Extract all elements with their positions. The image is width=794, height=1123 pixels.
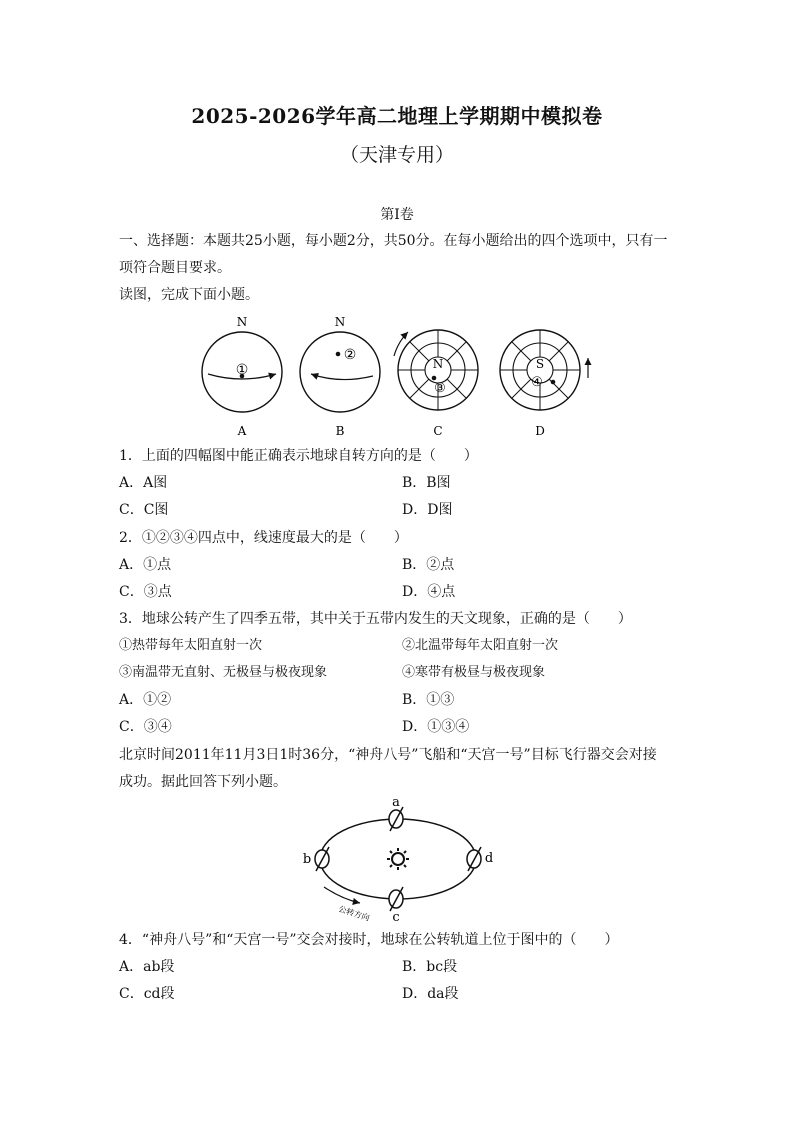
diagram-a [202, 315, 282, 438]
q4-option-b[interactable]: B．bc段 [402, 959, 458, 975]
question-4-stem: 4．“神舟八号”和“天宫一号”交会对接时，地球在公转轨道上位于图中的（ ） [119, 932, 619, 948]
label-c: c [392, 910, 400, 923]
q3-option-d[interactable]: D．①③④ [402, 719, 470, 735]
earth-position-c [389, 887, 403, 923]
point-4: ④ [531, 375, 543, 390]
label-d: d [484, 851, 494, 866]
passage-line-1: 北京时间2011年11月3日1时36分，“神舟八号”飞船和“天宫一号”目标飞行器交会对接 [119, 747, 657, 763]
orbit-figure [290, 795, 510, 923]
point-3: ③ [434, 381, 446, 396]
diagram-d [500, 330, 588, 438]
q2-option-d[interactable]: D．④点 [402, 584, 456, 600]
point-2: ② [343, 347, 357, 363]
q2-option-a[interactable]: A．①点 [119, 557, 172, 573]
part-heading: 第Ⅰ卷 [380, 207, 414, 223]
passage-line-2: 成功。据此回答下列小题。 [119, 774, 287, 790]
north-pole-c: N [432, 357, 444, 371]
label-b: b [302, 852, 312, 867]
page-subtitle: （天津专用） [339, 144, 454, 166]
q1-option-c[interactable]: C．C图 [119, 502, 169, 518]
question-1-stem: 1．上面的四幅图中能正确表示地球自转方向的是（ ） [119, 448, 478, 464]
point-1: ① [235, 362, 249, 378]
caption-c: C [433, 424, 443, 438]
question-2-stem: 2．①②③④四点中，线速度最大的是（ ） [119, 530, 408, 546]
q2-option-b[interactable]: B．②点 [402, 557, 455, 573]
q4-option-d[interactable]: D．da段 [402, 986, 459, 1002]
label-a: a [392, 795, 400, 810]
earth-position-b [303, 847, 329, 871]
q3-statement-4: ④寒带有极昼与极夜现象 [402, 665, 546, 680]
earth-position-d [467, 847, 493, 871]
diagram-c [394, 330, 478, 438]
caption-a: A [237, 424, 247, 438]
q3-option-c[interactable]: C．③④ [119, 719, 172, 735]
q3-option-a[interactable]: A．①② [119, 692, 172, 708]
q2-option-c[interactable]: C．③点 [119, 584, 172, 600]
earth-position-a [389, 795, 403, 831]
q3-statement-1: ①热带每年太阳直射一次 [119, 638, 263, 653]
question-3-stem: 3．地球公转产生了四季五带，其中关于五带内发生的天文现象，正确的是（ ） [119, 611, 632, 627]
rotation-figure [190, 312, 610, 438]
north-label-b: N [334, 315, 346, 329]
orbit-direction-label: 公转方向 [337, 904, 371, 923]
instruction-line-2: 项符合题目要求。 [119, 260, 231, 276]
south-pole-d: S [535, 357, 545, 371]
sun-icon [387, 848, 409, 870]
diagram-b [300, 315, 380, 438]
q1-option-b[interactable]: B．B图 [402, 475, 451, 491]
north-label-a: N [236, 315, 248, 329]
page-title: 2025-2026学年高二地理上学期期中模拟卷 [191, 104, 603, 128]
q1-option-d[interactable]: D．D图 [402, 502, 453, 518]
q4-option-a[interactable]: A．ab段 [119, 959, 175, 975]
figure-lead: 读图，完成下面小题。 [119, 287, 259, 303]
q4-option-c[interactable]: C．cd段 [119, 986, 175, 1002]
instruction-line-1: 一、选择题：本题共25小题，每小题2分，共50分。在每小题给出的四个选项中，只有一 [119, 233, 668, 249]
q3-statement-3: ③南温带无直射、无极昼与极夜现象 [119, 665, 328, 680]
q3-statement-2: ②北温带每年太阳直射一次 [402, 638, 559, 653]
q1-option-a[interactable]: A．A图 [119, 475, 168, 491]
q3-option-b[interactable]: B．①③ [402, 692, 455, 708]
caption-d: D [535, 424, 545, 438]
caption-b: B [335, 424, 345, 438]
